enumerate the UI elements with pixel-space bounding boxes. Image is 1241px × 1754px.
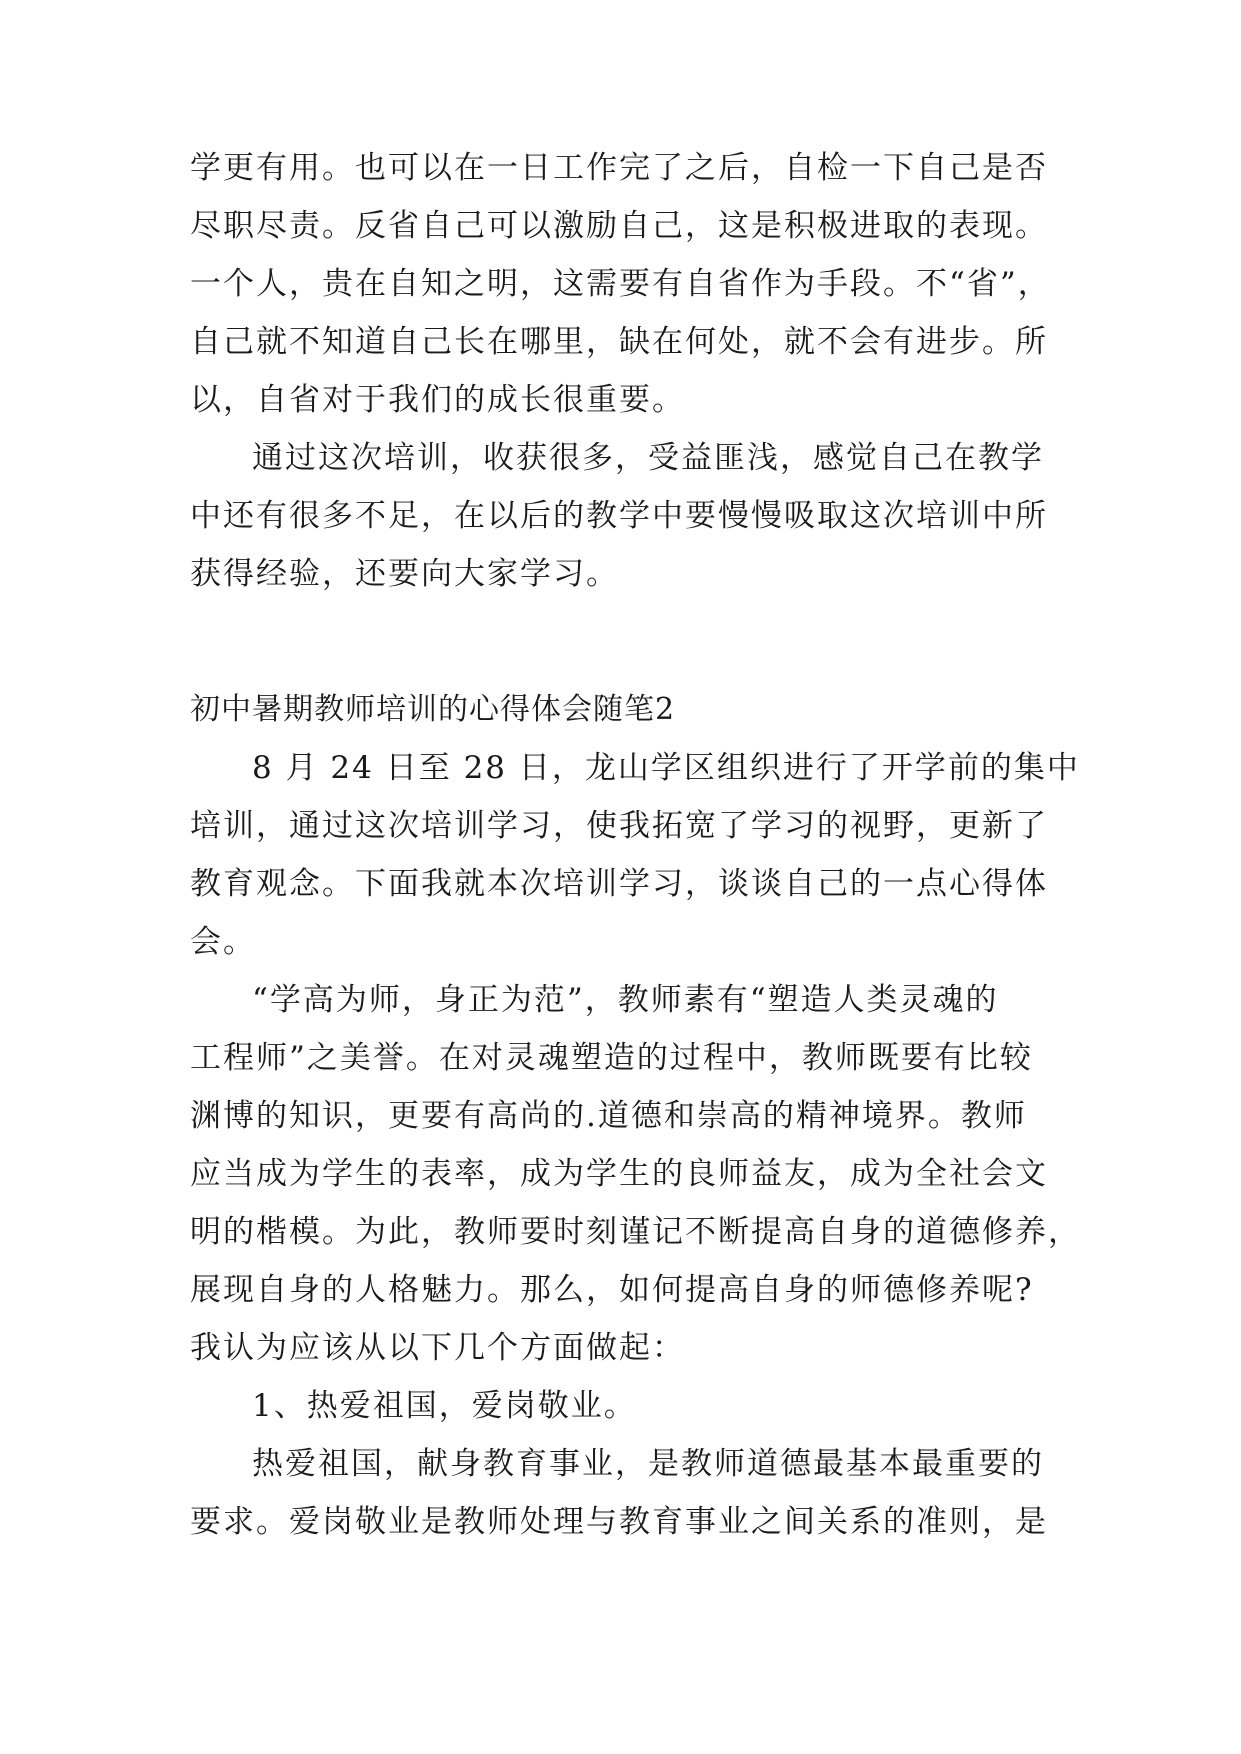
text-line: 获得经验，还要向大家学习。	[190, 556, 619, 592]
text-line: 要求。爱岗敬业是教师处理与教育事业之间关系的准则，是	[190, 1504, 1048, 1540]
paragraph-start: 8 月 24 日至 28 日，龙山学区组织进行了开学前的集中	[252, 750, 1080, 786]
text-line: 展现自身的人格魅力。那么，如何提高自身的师德修养呢?	[190, 1272, 1034, 1308]
text-line: 我认为应该从以下几个方面做起：	[190, 1330, 685, 1366]
text-line: 以，自省对于我们的成长很重要。	[190, 382, 685, 418]
text-line: 应当成为学生的表率，成为学生的良师益友，成为全社会文	[190, 1156, 1048, 1192]
text-line: 学更有用。也可以在一日工作完了之后，自检一下自己是否	[190, 150, 1048, 186]
paragraph-start: “学高为师，身正为范”，教师素有“塑造人类灵魂的	[252, 982, 999, 1018]
text-line: 工程师”之美誉。在对灵魂塑造的过程中，教师既要有比较	[190, 1040, 1033, 1076]
document-page	[190, 0, 1081, 1754]
text-line: 一个人，贵在自知之明，这需要有自省作为手段。不“省”，	[190, 266, 1051, 302]
paragraph-start: 热爱祖国，献身教育事业，是教师道德最基本最重要的	[252, 1446, 1044, 1482]
text-line: 教育观念。下面我就本次培训学习，谈谈自己的一点心得体	[190, 866, 1048, 902]
text-line: 渊博的知识，更要有高尚的.道德和崇高的精神境界。教师	[190, 1098, 1027, 1134]
text-line: 会。	[190, 924, 256, 960]
list-item: 1、热爱祖国，爱岗敬业。	[252, 1388, 637, 1424]
text-line: 培训，通过这次培训学习，使我拓宽了学习的视野，更新了	[190, 808, 1048, 844]
text-line: 自己就不知道自己长在哪里，缺在何处，就不会有进步。所	[190, 324, 1048, 360]
text-line: 中还有很多不足，在以后的教学中要慢慢吸取这次培训中所	[190, 498, 1048, 534]
paragraph-start: 通过这次培训，收获很多，受益匪浅，感觉自己在教学	[252, 440, 1044, 476]
section-heading: 初中暑期教师培训的心得体会随笔2	[190, 692, 676, 727]
text-line: 尽职尽责。反省自己可以激励自己，这是积极进取的表现。	[190, 208, 1048, 244]
text-line: 明的楷模。为此，教师要时刻谨记不断提高自身的道德修养，	[190, 1214, 1081, 1250]
